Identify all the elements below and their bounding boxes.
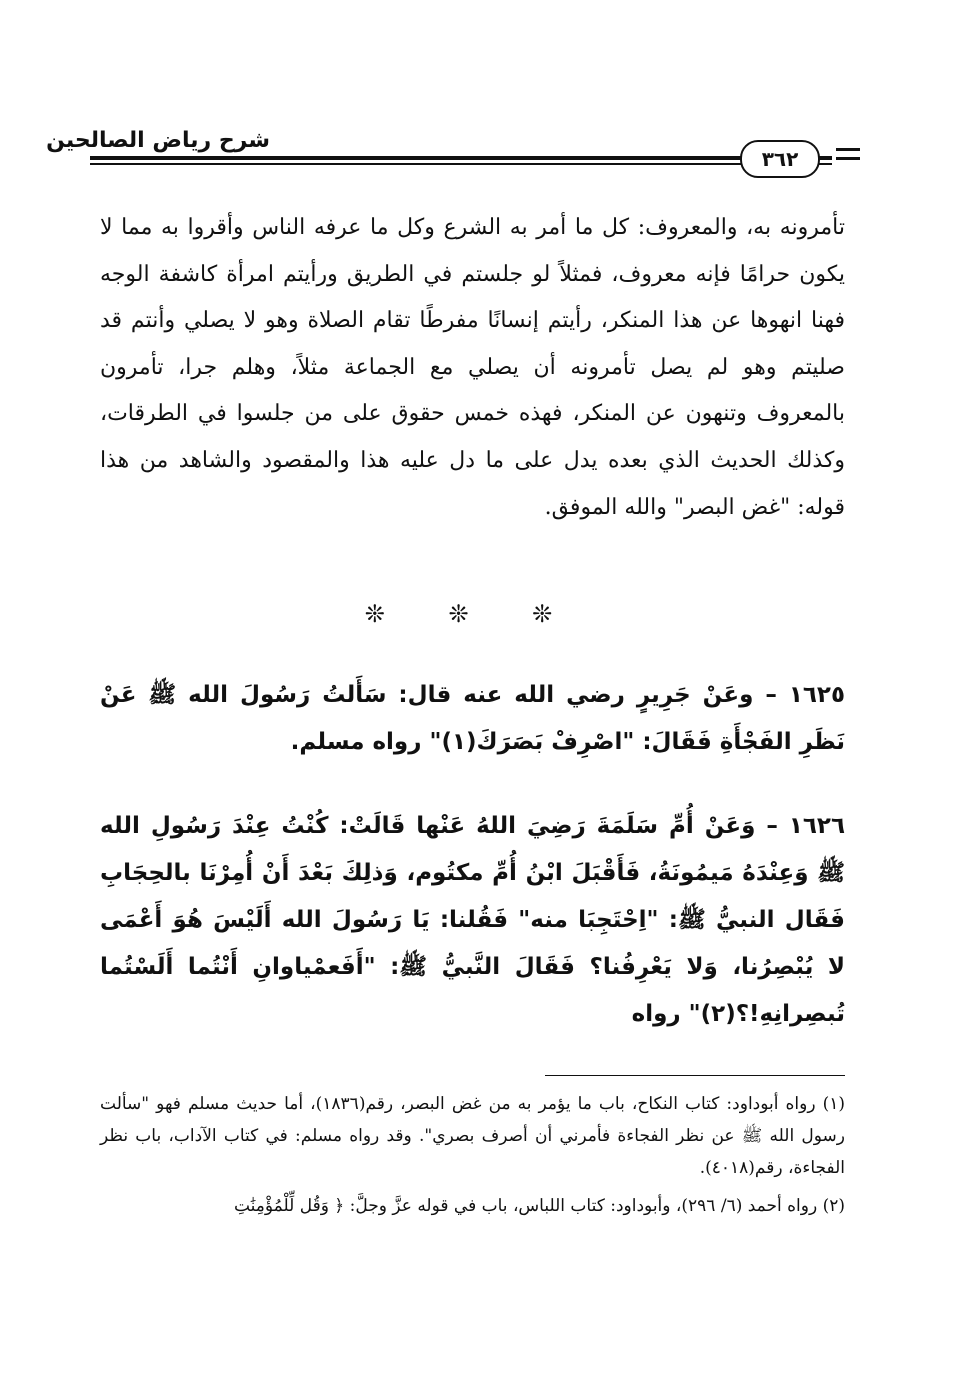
hadith-1626 <box>100 803 845 1038</box>
book-title: شرح رياض الصالحين <box>46 128 270 153</box>
hadith-1625-text: ١٦٢٥ – وعَنْ جَرِيرٍ رضي الله عنه قال: سَأَلتُ رَسُولَ الله ﷺ عَنْ نَظَرِ الفَجْأَةِ فَقَالَ: "اصْرِفْ بَصَرَكَ(١)" رواه مسلم. <box>100 682 845 755</box>
hadith-1626-text: ١٦٢٦ – وَعَنْ أُمِّ سَلَمَةَ رَضِيَ اللهُ عَنْها قَالَتْ: كُنْتُ عِنْدَ رَسُولِ الله ﷺ وَعِنْدَهُ مَيمُونَةُ، فَأَقْبَلَ ابْنُ أُمِّ مكتُوم، وَذلِكَ بَعْدَ أَنْ أُمِرْنَا بالحِجَابِ فَقَال النبيُّ ﷺ: "اِحْتَجِبَا منه" فَقُلنا: يَا رَسُولَ الله أَلَيْسَ هُوَ أَعْمَى لا يُبْصِرُنا، وَلا يَعْرِفُنا؟ فَقَالَ النَّبيُّ ﷺ: "أَفَعمْياوانِ أَنْتُما أَلَسْتُما تُبصِرانِهِ!؟(٢)" رواه <box>100 813 845 1027</box>
footnotes <box>100 1088 845 1228</box>
footnote-1: (١) رواه أبوداود: كتاب النكاح، باب ما يؤمر به من غض البصر، رقم(١٨٣٦)، أما حديث مسلم فهو "سألت رسول الله ﷺ عن نظر الفجاءة فأمرني أن أصرف بصري". وقد رواه مسلم: في كتاب الآداب، باب نظر الفجاءة، رقم(٤٠١٨). <box>100 1094 846 1178</box>
footnote-2: (٢) رواه أحمد (٦/ ٢٩٦)، وأبوداود: كتاب اللباس، باب في قوله عزَّ وجلَّ: ﴿ وَقُل لِّلْمُؤْمِنَٰتِ <box>233 1196 845 1216</box>
commentary-text: تأمرونه به، والمعروف: كل ما أمر به الشرع وكل ما عرفه الناس وأقروا به مما لا يكون حرامًا فإنه معروف، فمثلاً لو جلستم في الطريق ورأيتم امرأة كاشفة الوجه فهنا انهوها عن هذا المنكر، رأيتم إنسانًا مفرطًا تقام الصلاة وهو لا يصلي وأنتم قد صليتم وهو لم يصل تأمرونه أن يصلي مع الجماعة مثلاً، وهلم جرا، تأمرون بالمعروف وتنهون عن المنكر، فهذه خمس حقوق على من جلسوا في الطرقات، وكذلك الحديث الذي بعده يدل على ما دل عليه هذا والمقصود والشاهد من هذا قوله: "غض البصر" والله الموفق. <box>100 215 845 520</box>
footnote-divider <box>545 1075 845 1076</box>
section-separator: ❊ ❊ ❊ <box>364 600 581 628</box>
header-ornament <box>836 148 860 160</box>
hadith-1625 <box>100 672 845 766</box>
commentary-paragraph <box>100 205 845 531</box>
header-rule-thin <box>90 163 832 165</box>
header-rule-thick <box>90 156 832 160</box>
page-number: ٣٦٢ <box>740 140 820 178</box>
page-header <box>46 120 860 190</box>
